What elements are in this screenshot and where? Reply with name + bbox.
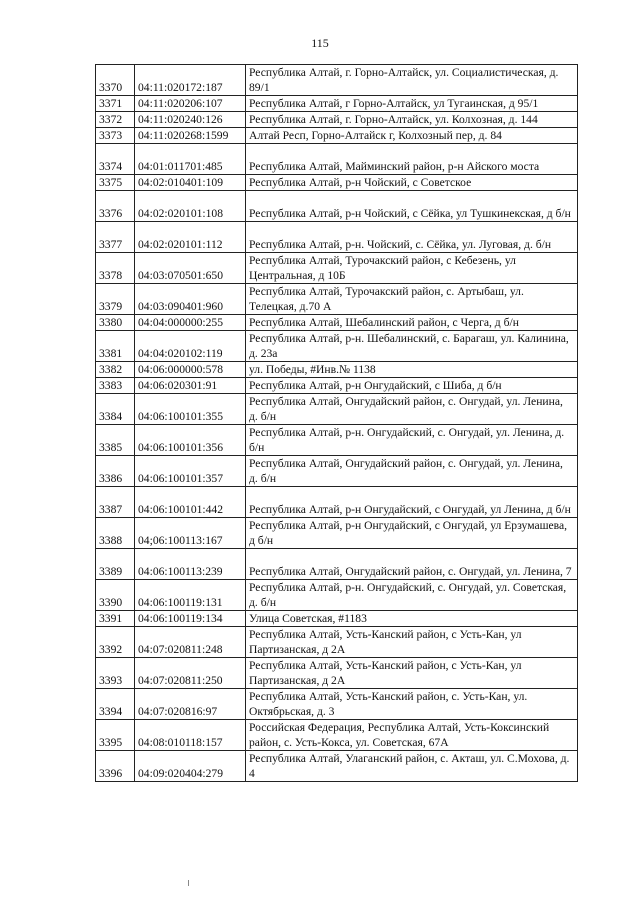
address-cell: Республика Алтай, Майминский район, р-н Айского моста	[246, 144, 578, 175]
cadastral-number-cell: 04:02:020101:108	[135, 191, 246, 222]
address-cell: ул. Победы, #Инв.№ 1138	[246, 362, 578, 378]
table-row	[96, 456, 578, 487]
table-row	[96, 222, 578, 253]
registry-table-body	[96, 65, 578, 782]
cadastral-number-cell: 04;06:100113:167	[135, 518, 246, 549]
row-number-cell: 3393	[96, 658, 135, 689]
row-number-cell: 3385	[96, 425, 135, 456]
table-row	[96, 378, 578, 394]
table-row	[96, 144, 578, 175]
table-row	[96, 425, 578, 456]
address-cell: Республика Алтай, г Горно-Алтайск, ул Тугаинская, д 95/1	[246, 96, 578, 112]
address-cell: Республика Алтай, р-н. Чойский, с. Сёйка, ул. Луговая, д. б/н	[246, 222, 578, 253]
address-cell: Республика Алтай, Онгудайский район, с. Онгудай, ул. Ленина, д. б/н	[246, 394, 578, 425]
cadastral-number-cell: 04:07:020811:248	[135, 627, 246, 658]
table-row	[96, 394, 578, 425]
cadastral-number-cell: 04:11:020268:1599	[135, 128, 246, 144]
table-row	[96, 362, 578, 378]
row-number-cell: 3394	[96, 689, 135, 720]
address-cell: Республика Алтай, р-н Онгудайский, с Онгудай, ул Ерзумашева, д б/н	[246, 518, 578, 549]
cadastral-number-cell: 04:04:020102:119	[135, 331, 246, 362]
row-number-cell: 3377	[96, 222, 135, 253]
address-cell: Республика Алтай, Усть-Канский район, с Усть-Кан, ул Партизанская, д 2А	[246, 658, 578, 689]
address-cell: Республика Алтай, г. Горно-Алтайск, ул. Колхозная, д. 144	[246, 112, 578, 128]
cadastral-number-cell: 04:06:100119:131	[135, 580, 246, 611]
registry-table	[95, 64, 578, 782]
table-row	[96, 65, 578, 96]
table-row	[96, 611, 578, 627]
cadastral-number-cell: 04:06:100101:356	[135, 425, 246, 456]
address-cell: Республика Алтай, р-н Чойский, с Сёйка, ул Тушкинекская, д б/н	[246, 191, 578, 222]
address-cell: Республика Алтай, Турочакский район, с Кебезень, ул Центральная, д 10Б	[246, 253, 578, 284]
address-cell: Республика Алтай, р-н Онгудайский, с Онгудай, ул Ленина, д б/н	[246, 487, 578, 518]
row-number-cell: 3396	[96, 751, 135, 782]
table-row	[96, 253, 578, 284]
row-number-cell: 3376	[96, 191, 135, 222]
cadastral-number-cell: 04:07:020811:250	[135, 658, 246, 689]
row-number-cell: 3390	[96, 580, 135, 611]
scan-mark	[188, 880, 189, 886]
address-cell: Республика Алтай, р-н Онгудайский, с Шиба, д б/н	[246, 378, 578, 394]
row-number-cell: 3391	[96, 611, 135, 627]
cadastral-number-cell: 04:02:010401:109	[135, 175, 246, 191]
table-row	[96, 658, 578, 689]
row-number-cell: 3389	[96, 549, 135, 580]
table-row	[96, 627, 578, 658]
address-cell: Республика Алтай, р-н. Онгудайский, с. Онгудай, ул. Ленина, д. б/н	[246, 425, 578, 456]
row-number-cell: 3372	[96, 112, 135, 128]
table-row	[96, 751, 578, 782]
address-cell: Улица Советская, #1183	[246, 611, 578, 627]
table-row	[96, 487, 578, 518]
cadastral-number-cell: 04:03:090401:960	[135, 284, 246, 315]
page-number: 115	[311, 36, 329, 50]
row-number-cell: 3370	[96, 65, 135, 96]
table-row	[96, 96, 578, 112]
cadastral-number-cell: 04:06:100113:239	[135, 549, 246, 580]
table-row	[96, 331, 578, 362]
cadastral-number-cell: 04:04:000000:255	[135, 315, 246, 331]
table-row	[96, 315, 578, 331]
table-row	[96, 689, 578, 720]
row-number-cell: 3379	[96, 284, 135, 315]
cadastral-number-cell: 04:06:100119:134	[135, 611, 246, 627]
table-row	[96, 191, 578, 222]
table-row	[96, 112, 578, 128]
row-number-cell: 3375	[96, 175, 135, 191]
address-cell: Республика Алтай, Усть-Канский район, с Усть-Кан, ул Партизанская, д 2А	[246, 627, 578, 658]
cadastral-number-cell: 04:07:020816:97	[135, 689, 246, 720]
table-row	[96, 549, 578, 580]
row-number-cell: 3392	[96, 627, 135, 658]
cadastral-number-cell: 04:11:020240:126	[135, 112, 246, 128]
address-cell: Республика Алтай, Усть-Канский район, с. Усть-Кан, ул. Октябрьская, д. 3	[246, 689, 578, 720]
cadastral-number-cell: 04:09:020404:279	[135, 751, 246, 782]
table-row	[96, 128, 578, 144]
address-cell: Республика Алтай, Улаганский район, с. Акташ, ул. С.Мохова, д. 4	[246, 751, 578, 782]
cadastral-number-cell: 04:11:020172:187	[135, 65, 246, 96]
table-row	[96, 580, 578, 611]
cadastral-number-cell: 04:01:011701:485	[135, 144, 246, 175]
table-row	[96, 720, 578, 751]
row-number-cell: 3373	[96, 128, 135, 144]
address-cell: Республика Алтай, Онгудайский район, с. Онгудай, ул. Ленина, д. б/н	[246, 456, 578, 487]
row-number-cell: 3378	[96, 253, 135, 284]
row-number-cell: 3395	[96, 720, 135, 751]
address-cell: Республика Алтай, р-н. Онгудайский, с. Онгудай, ул. Советская, д. б/н	[246, 580, 578, 611]
cadastral-number-cell: 04:03:070501:650	[135, 253, 246, 284]
address-cell: Республика Алтай, р-н. Шебалинский, с. Барагаш, ул. Калинина, д. 23а	[246, 331, 578, 362]
row-number-cell: 3388	[96, 518, 135, 549]
row-number-cell: 3374	[96, 144, 135, 175]
cadastral-number-cell: 04:11:020206:107	[135, 96, 246, 112]
cadastral-number-cell: 04:06:100101:357	[135, 456, 246, 487]
row-number-cell: 3382	[96, 362, 135, 378]
cadastral-number-cell: 04:06:000000:578	[135, 362, 246, 378]
address-cell: Республика Алтай, Онгудайский район, с. Онгудай, ул. Ленина, 7	[246, 549, 578, 580]
row-number-cell: 3383	[96, 378, 135, 394]
table-row	[96, 518, 578, 549]
address-cell: Республика Алтай, р-н Чойский, с Советское	[246, 175, 578, 191]
address-cell: Республика Алтай, г. Горно-Алтайск, ул. Социалистическая, д. 89/1	[246, 65, 578, 96]
row-number-cell: 3371	[96, 96, 135, 112]
address-cell: Республика Алтай, Турочакский район, с. Артыбаш, ул. Телецкая, д.70 А	[246, 284, 578, 315]
address-cell: Алтай Респ, Горно-Алтайск г, Колхозный пер, д. 84	[246, 128, 578, 144]
row-number-cell: 3384	[96, 394, 135, 425]
row-number-cell: 3380	[96, 315, 135, 331]
cadastral-number-cell: 04:06:020301:91	[135, 378, 246, 394]
row-number-cell: 3381	[96, 331, 135, 362]
cadastral-number-cell: 04:06:100101:442	[135, 487, 246, 518]
row-number-cell: 3386	[96, 456, 135, 487]
table-row	[96, 175, 578, 191]
address-cell: Республика Алтай, Шебалинский район, с Черга, д б/н	[246, 315, 578, 331]
address-cell: Российская Федерация, Республика Алтай, Усть-Коксинский район, с. Усть-Кокса, ул. Советская, 67А	[246, 720, 578, 751]
row-number-cell: 3387	[96, 487, 135, 518]
cadastral-number-cell: 04:08:010118:157	[135, 720, 246, 751]
table-row	[96, 284, 578, 315]
cadastral-number-cell: 04:02:020101:112	[135, 222, 246, 253]
cadastral-number-cell: 04:06:100101:355	[135, 394, 246, 425]
